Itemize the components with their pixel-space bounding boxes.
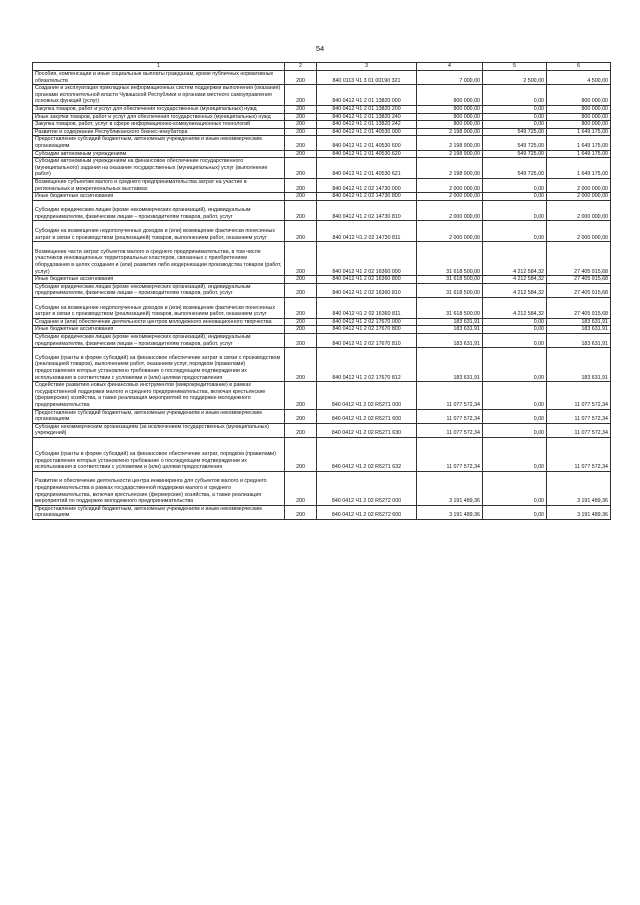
amount-approved: 2 198 900,00	[417, 158, 483, 179]
amount-change: 0,00	[483, 193, 547, 201]
budget-table	[32, 62, 611, 520]
row-name: Создание и эксплуатация прикладных информационных систем поддержки выполнения (оказания) органами исполнительной власти Чувашской Республики и органами местного самоуправления основных функций (услуг)	[33, 85, 285, 106]
classification-code: 840 0412 Ч1 2 02 R5271 600	[317, 409, 417, 423]
amount-total: 2 000 000,00	[547, 200, 611, 221]
amount-approved: 800 000,00	[417, 85, 483, 106]
table-row	[33, 276, 611, 284]
classification-code: 840 0412 Ч1 2 02 16360 810	[317, 283, 417, 297]
table-row	[33, 105, 611, 113]
row-name: Субсидии юридическим лицам (кроме некоммерческих организаций), индивидуальным предпринимателям, физическим лицам – производителям товаров, работ, услуг	[33, 333, 285, 347]
amount-change: 0,00	[483, 505, 547, 519]
table-row	[33, 471, 611, 505]
admin-code: 200	[285, 505, 317, 519]
column-header: 3	[317, 63, 417, 71]
amount-approved: 183 631,91	[417, 326, 483, 334]
amount-approved: 183 631,91	[417, 333, 483, 347]
row-name: Иные бюджетные ассигнования	[33, 276, 285, 284]
admin-code: 200	[285, 326, 317, 334]
admin-code: 200	[285, 471, 317, 505]
table-row	[33, 326, 611, 334]
classification-code: 840 0412 Ч1 2 02 R5271 632	[317, 437, 417, 471]
amount-total: 11 077 572,34	[547, 382, 611, 409]
admin-code: 200	[285, 200, 317, 221]
amount-approved: 2 000 000,00	[417, 200, 483, 221]
amount-approved: 31 618 500,00	[417, 283, 483, 297]
column-header: 6	[547, 63, 611, 71]
amount-total: 11 077 572,34	[547, 423, 611, 437]
amount-approved: 7 000,00	[417, 71, 483, 85]
amount-approved: 31 618 500,00	[417, 276, 483, 284]
column-header: 5	[483, 63, 547, 71]
column-header: 1	[33, 63, 285, 71]
amount-change: 4 212 584,32	[483, 242, 547, 276]
amount-approved: 11 077 572,34	[417, 423, 483, 437]
row-name: Иные закупки товаров, работ и услуг для обеспечения государственных (муниципальных) нужд	[33, 113, 285, 121]
classification-code: 840 0412 Ч1 2 02 16360 800	[317, 276, 417, 284]
amount-change: 549 725,00	[483, 158, 547, 179]
admin-code: 200	[285, 333, 317, 347]
amount-total: 1 649 175,00	[547, 150, 611, 158]
admin-code: 200	[285, 382, 317, 409]
table-row	[33, 113, 611, 121]
admin-code: 200	[285, 298, 317, 319]
amount-total: 183 631,91	[547, 326, 611, 334]
amount-change: 0,00	[483, 348, 547, 382]
table-row	[33, 409, 611, 423]
amount-change: 0,00	[483, 178, 547, 192]
amount-change: 549 725,00	[483, 128, 547, 136]
amount-change: 0,00	[483, 318, 547, 326]
table-row	[33, 382, 611, 409]
table-row	[33, 505, 611, 519]
amount-approved: 183 631,91	[417, 318, 483, 326]
column-header: 2	[285, 63, 317, 71]
row-name: Возмещение части затрат субъектов малого и среднего предпринимательства, в том числе участников инновационных территориальных кластеров, связанных с приобретением оборудования в целях создания и (или) развития либо модернизации производства товаров (работ, услуг)	[33, 242, 285, 276]
row-name: Субсидии на возмещение недополученных доходов и (или) возмещение фактически понесенных затрат в связи с производством (реализацией) товаров, выполнением работ, оказанием услуг	[33, 221, 285, 242]
amount-change: 0,00	[483, 105, 547, 113]
amount-total: 2 000 000,00	[547, 178, 611, 192]
amount-approved: 11 077 572,34	[417, 437, 483, 471]
amount-change: 2 500,00	[483, 71, 547, 85]
amount-total: 27 405 915,68	[547, 276, 611, 284]
classification-code: 840 0412 Ч1 2 02 R5272 000	[317, 471, 417, 505]
column-header: 4	[417, 63, 483, 71]
amount-approved: 3 191 489,36	[417, 471, 483, 505]
admin-code: 200	[285, 150, 317, 158]
classification-code: 840 0412 Ч1 2 01 40530 621	[317, 158, 417, 179]
classification-code: 840 0412 Ч1 2 01 13820 240	[317, 113, 417, 121]
admin-code: 200	[285, 437, 317, 471]
classification-code: 840 0412 Ч1 2 02 R5271 000	[317, 382, 417, 409]
amount-approved: 800 000,00	[417, 113, 483, 121]
classification-code: 840 0412 Ч1 2 01 13820 000	[317, 85, 417, 106]
amount-total: 3 191 489,36	[547, 471, 611, 505]
table-row	[33, 348, 611, 382]
amount-approved: 2 198 900,00	[417, 150, 483, 158]
classification-code: 840 0412 Ч1 2 02 17670 810	[317, 333, 417, 347]
row-name: Иные бюджетные ассигнования	[33, 326, 285, 334]
amount-approved: 2 000 000,00	[417, 178, 483, 192]
amount-total: 183 631,91	[547, 318, 611, 326]
row-name: Предоставление субсидий бюджетным, автономным учреждениям и иным некоммерческим организациям	[33, 409, 285, 423]
amount-change: 0,00	[483, 121, 547, 129]
table-row	[33, 85, 611, 106]
amount-approved: 2 198 900,00	[417, 136, 483, 150]
amount-change: 4 212 584,32	[483, 276, 547, 284]
amount-approved: 11 077 572,34	[417, 409, 483, 423]
classification-code: 840 0412 Ч1 2 01 13820 242	[317, 121, 417, 129]
amount-approved: 2 000 000,00	[417, 193, 483, 201]
amount-total: 3 191 489,36	[547, 505, 611, 519]
row-name: Предоставление субсидий бюджетным, автономным учреждениям и иным некоммерческим организациям	[33, 136, 285, 150]
amount-total: 27 405 915,68	[547, 242, 611, 276]
admin-code: 200	[285, 276, 317, 284]
amount-total: 2 000 000,00	[547, 193, 611, 201]
classification-code: 840 0412 Ч1 2 02 14730 811	[317, 221, 417, 242]
classification-code: 840 0113 Ч1 3 01 00190 321	[317, 71, 417, 85]
classification-code: 840 0412 Ч1 2 01 40530 000	[317, 128, 417, 136]
admin-code: 200	[285, 318, 317, 326]
amount-total: 4 500,00	[547, 71, 611, 85]
admin-code: 200	[285, 193, 317, 201]
amount-change: 549 725,00	[483, 150, 547, 158]
amount-approved: 800 000,00	[417, 105, 483, 113]
amount-total: 1 649 175,00	[547, 128, 611, 136]
classification-code: 840 0412 Ч1 2 02 14730 800	[317, 193, 417, 201]
table-row	[33, 178, 611, 192]
admin-code: 200	[285, 409, 317, 423]
amount-change: 0,00	[483, 437, 547, 471]
amount-change: 4 212 584,32	[483, 283, 547, 297]
amount-approved: 183 631,91	[417, 348, 483, 382]
row-name: Развитие и содержание Республиканского бизнес-инкубатора	[33, 128, 285, 136]
row-name: Предоставление субсидий бюджетным, автономным учреждениям и иным некоммерческим организациям	[33, 505, 285, 519]
amount-change: 0,00	[483, 85, 547, 106]
amount-approved: 11 077 572,34	[417, 382, 483, 409]
amount-change: 0,00	[483, 333, 547, 347]
amount-approved: 31 618 500,00	[417, 242, 483, 276]
amount-change: 0,00	[483, 423, 547, 437]
admin-code: 200	[285, 178, 317, 192]
amount-approved: 3 191 489,36	[417, 505, 483, 519]
amount-total: 27 405 915,68	[547, 283, 611, 297]
amount-change: 0,00	[483, 382, 547, 409]
table-row	[33, 423, 611, 437]
amount-total: 800 000,00	[547, 85, 611, 106]
amount-total: 183 631,91	[547, 348, 611, 382]
table-row	[33, 333, 611, 347]
row-name: Содействие развитию новых финансовых инструментов (микрокредитование) в рамках государственной поддержки малого и среднего предпринимательства, включая крестьянские (фермерские) хозяйства, а также реализация мероприятий по поддержке молодежного предпринимательства	[33, 382, 285, 409]
row-name: Создание и (или) обеспечение деятельности центров молодежного инновационного творчества	[33, 318, 285, 326]
header-row	[33, 63, 611, 71]
row-name: Субсидии автономным учреждениям на финансовое обеспечение государственного (муниципального) задания на оказание государственных (муниципальных) услуг (выполнение работ)	[33, 158, 285, 179]
page-number: 54	[315, 44, 325, 53]
admin-code: 200	[285, 71, 317, 85]
amount-total: 1 649 175,00	[547, 158, 611, 179]
table-row	[33, 121, 611, 129]
admin-code: 200	[285, 136, 317, 150]
table-row	[33, 298, 611, 319]
classification-code: 840 0412 Ч1 2 02 16360 000	[317, 242, 417, 276]
row-name: Иные бюджетные ассигнования	[33, 193, 285, 201]
table-row	[33, 71, 611, 85]
row-name: Субсидии некоммерческим организациям (за исключением государственных (муниципальных) учреждений)	[33, 423, 285, 437]
admin-code: 200	[285, 242, 317, 276]
row-name: Субсидии (гранты в форме субсидий) на финансовое обеспечение затрат в связи с производством (реализацией товаров), выполнением работ, оказанием услуг, порядком (правилами) предоставления которых установлено требование о последующем подтверждении их использования в соответствии с условиями и (или) целями предоставления	[33, 348, 285, 382]
table-row	[33, 221, 611, 242]
classification-code: 840 0412 Ч1 2 02 R5271 630	[317, 423, 417, 437]
table-row	[33, 437, 611, 471]
classification-code: 840 0412 Ч1 2 01 13820 200	[317, 105, 417, 113]
amount-approved: 800 000,00	[417, 121, 483, 129]
amount-change: 0,00	[483, 221, 547, 242]
classification-code: 840 0412 Ч1 2 02 14730 810	[317, 200, 417, 221]
classification-code: 840 0412 Ч1 2 02 R5272 600	[317, 505, 417, 519]
amount-change: 0,00	[483, 326, 547, 334]
admin-code: 200	[285, 128, 317, 136]
classification-code: 840 0412 Ч1 2 02 16360 811	[317, 298, 417, 319]
admin-code: 200	[285, 283, 317, 297]
table-row	[33, 158, 611, 179]
amount-total: 11 077 572,34	[547, 409, 611, 423]
classification-code: 840 0412 Ч1 2 01 40530 600	[317, 136, 417, 150]
amount-total: 2 000 000,00	[547, 221, 611, 242]
amount-change: 549 725,00	[483, 136, 547, 150]
classification-code: 840 0412 Ч1 2 02 17670 000	[317, 318, 417, 326]
amount-approved: 31 618 500,00	[417, 298, 483, 319]
table-row	[33, 193, 611, 201]
admin-code: 200	[285, 423, 317, 437]
row-name: Закупка товаров, работ, услуг в сфере информационно-коммуникационных технологий	[33, 121, 285, 129]
table-row	[33, 150, 611, 158]
amount-change: 4 212 584,32	[483, 298, 547, 319]
amount-total: 11 077 572,34	[547, 437, 611, 471]
row-name: Закупка товаров, работ и услуг для обеспечения государственных (муниципальных) нужд	[33, 105, 285, 113]
amount-total: 800 000,00	[547, 113, 611, 121]
amount-change: 0,00	[483, 471, 547, 505]
row-name: Субсидии (гранты в форме субсидий) на финансовое обеспечение затрат, порядком (правилами) предоставления которых установлено требование о последующем подтверждении их использования в соответствии с условиями и (или) целями предоставления	[33, 437, 285, 471]
amount-approved: 2 198 900,00	[417, 128, 483, 136]
admin-code: 200	[285, 105, 317, 113]
admin-code: 200	[285, 85, 317, 106]
amount-change: 0,00	[483, 409, 547, 423]
admin-code: 200	[285, 121, 317, 129]
table-row	[33, 242, 611, 276]
row-name: Субсидии автономным учреждениям	[33, 150, 285, 158]
row-name: Пособия, компенсации и иные социальные выплаты гражданам, кроме публичных нормативных обязательств	[33, 71, 285, 85]
classification-code: 840 0412 Ч1 2 01 40530 620	[317, 150, 417, 158]
row-name: Субсидии юридическим лицам (кроме некоммерческих организаций), индивидуальным предпринимателям, физическим лицам – производителям товаров, работ, услуг	[33, 200, 285, 221]
amount-change: 0,00	[483, 200, 547, 221]
amount-total: 800 000,00	[547, 105, 611, 113]
row-name: Развитие и обеспечение деятельности центра инжиниринга для субъектов малого и среднего предпринимательства в рамках государственной поддержки малого и среднего предпринимательства, включая крестьянские (фермерские) хозяйства, а также реализация мероприятий по поддержке молодежного предпринимательства	[33, 471, 285, 505]
table-row	[33, 283, 611, 297]
amount-total: 27 405 915,68	[547, 298, 611, 319]
amount-total: 800 000,00	[547, 121, 611, 129]
amount-change: 0,00	[483, 113, 547, 121]
table-row	[33, 200, 611, 221]
amount-total: 183 631,91	[547, 333, 611, 347]
row-name: Субсидии юридическим лицам (кроме некоммерческих организаций), индивидуальным предпринимателям, физическим лицам – производителям товаров, работ, услуг	[33, 283, 285, 297]
table-row	[33, 136, 611, 150]
row-name: Возмещение субъектам малого и среднего предпринимательства затрат на участие в региональных и межрегиональных выставках	[33, 178, 285, 192]
row-name: Субсидии на возмещение недополученных доходов и (или) возмещение фактически понесенных затрат в связи с производством (реализацией) товаров, выполнением работ, оказанием услуг	[33, 298, 285, 319]
table-row	[33, 318, 611, 326]
classification-code: 840 0412 Ч1 2 02 17670 812	[317, 348, 417, 382]
admin-code: 200	[285, 221, 317, 242]
amount-approved: 2 000 000,00	[417, 221, 483, 242]
admin-code: 200	[285, 113, 317, 121]
admin-code: 200	[285, 158, 317, 179]
classification-code: 840 0412 Ч1 2 02 17670 800	[317, 326, 417, 334]
admin-code: 200	[285, 348, 317, 382]
amount-total: 1 649 175,00	[547, 136, 611, 150]
table-row	[33, 128, 611, 136]
classification-code: 840 0412 Ч1 2 02 14730 000	[317, 178, 417, 192]
